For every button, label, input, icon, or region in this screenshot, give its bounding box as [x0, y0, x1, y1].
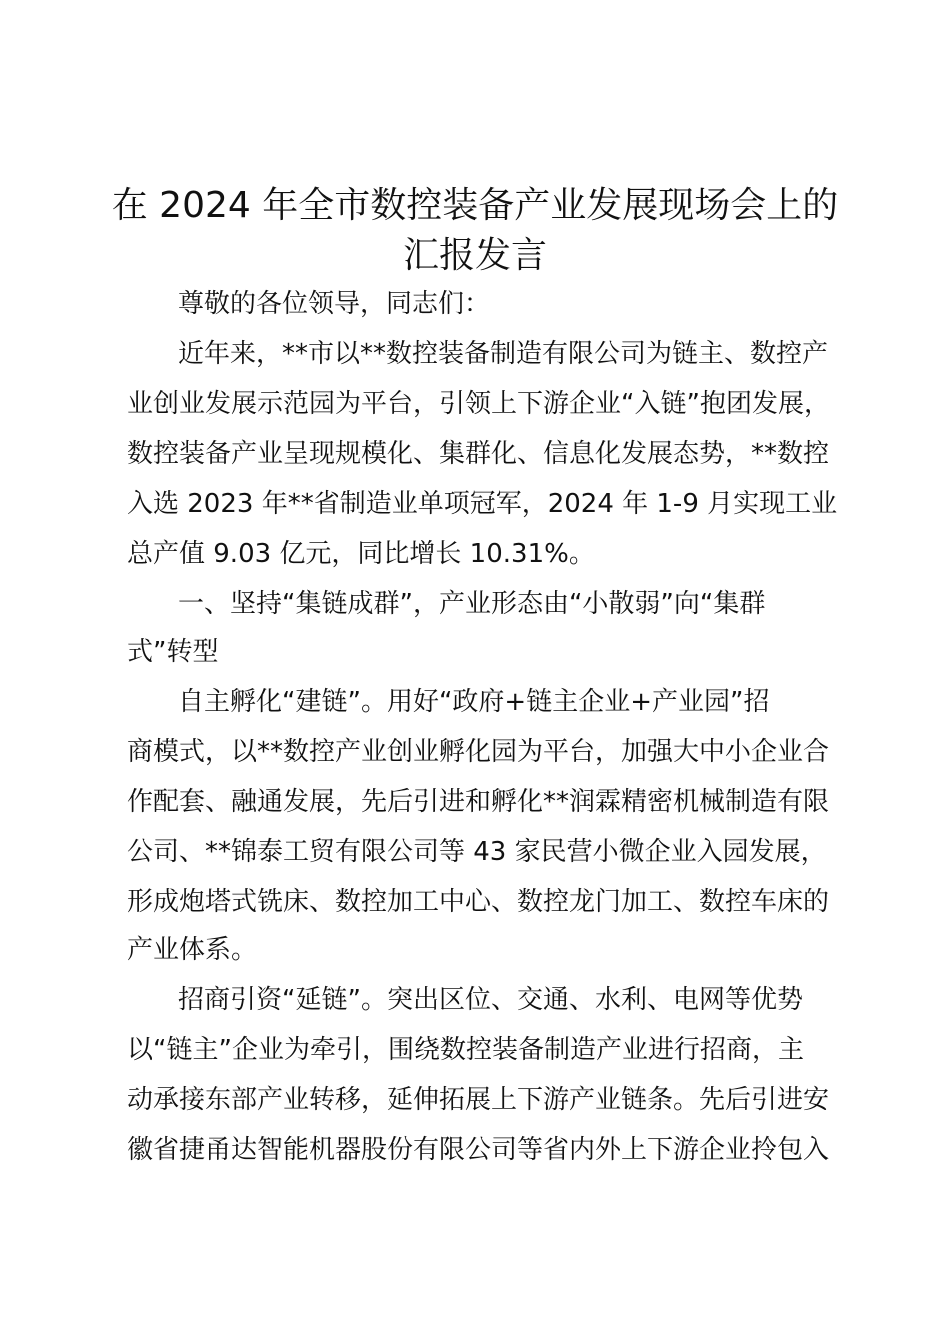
- section-heading-line: 一、坚持“集链成群”，产业形态由“小散弱”向“集群: [178, 589, 766, 619]
- paragraph-line: 动承接东部产业转移，延伸拓展上下游产业链条。先后引进安: [127, 1085, 830, 1115]
- paragraph-line: 以“链主”企业为牵引，围绕数控装备制造产业进行招商，主: [127, 1035, 804, 1065]
- paragraph-line: 自主孵化“建链”。用好“政府+链主企业+产业园”招: [178, 687, 770, 717]
- paragraph-line: 产业体系。: [127, 935, 258, 965]
- paragraph-line: 近年来，**市以**数控装备制造有限公司为链主、数控产: [178, 339, 829, 369]
- paragraph-line: 徽省捷甬达智能机器股份有限公司等省内外上下游企业拎包入: [127, 1135, 830, 1165]
- paragraph-line: 入选 2023 年**省制造业单项冠军，2024 年 1-9 月实现工业: [127, 489, 838, 519]
- document-title-line-2: 汇报发言: [402, 235, 547, 276]
- paragraph-line: 商模式，以**数控产业创业孵化园为平台，加强大中小企业合: [127, 737, 830, 767]
- section-heading-line: 式”转型: [127, 637, 219, 667]
- paragraph-line: 公司、**锦泰工贸有限公司等 43 家民营小微企业入园发展，: [127, 837, 827, 867]
- paragraph-line: 数控装备产业呈现规模化、集群化、信息化发展态势，**数控: [127, 439, 830, 469]
- paragraph-line: 业创业发展示范园为平台，引领上下游企业“入链”抱团发展，: [127, 389, 830, 419]
- salutation-line: 尊敬的各位领导，同志们：: [178, 289, 491, 319]
- paragraph-line: 招商引资“延链”。突出区位、交通、水利、电网等优势: [178, 985, 803, 1015]
- paragraph-line: 形成炮塔式铣床、数控加工中心、数控龙门加工、数控车床的: [127, 887, 830, 917]
- paragraph-line: 作配套、融通发展，先后引进和孵化**润霖精密机械制造有限: [127, 787, 830, 817]
- document-title-line-1: 在 2024 年全市数控装备产业发展现场会上的: [111, 185, 839, 226]
- paragraph-line: 总产值 9.03 亿元，同比增长 10.31%。: [127, 539, 595, 569]
